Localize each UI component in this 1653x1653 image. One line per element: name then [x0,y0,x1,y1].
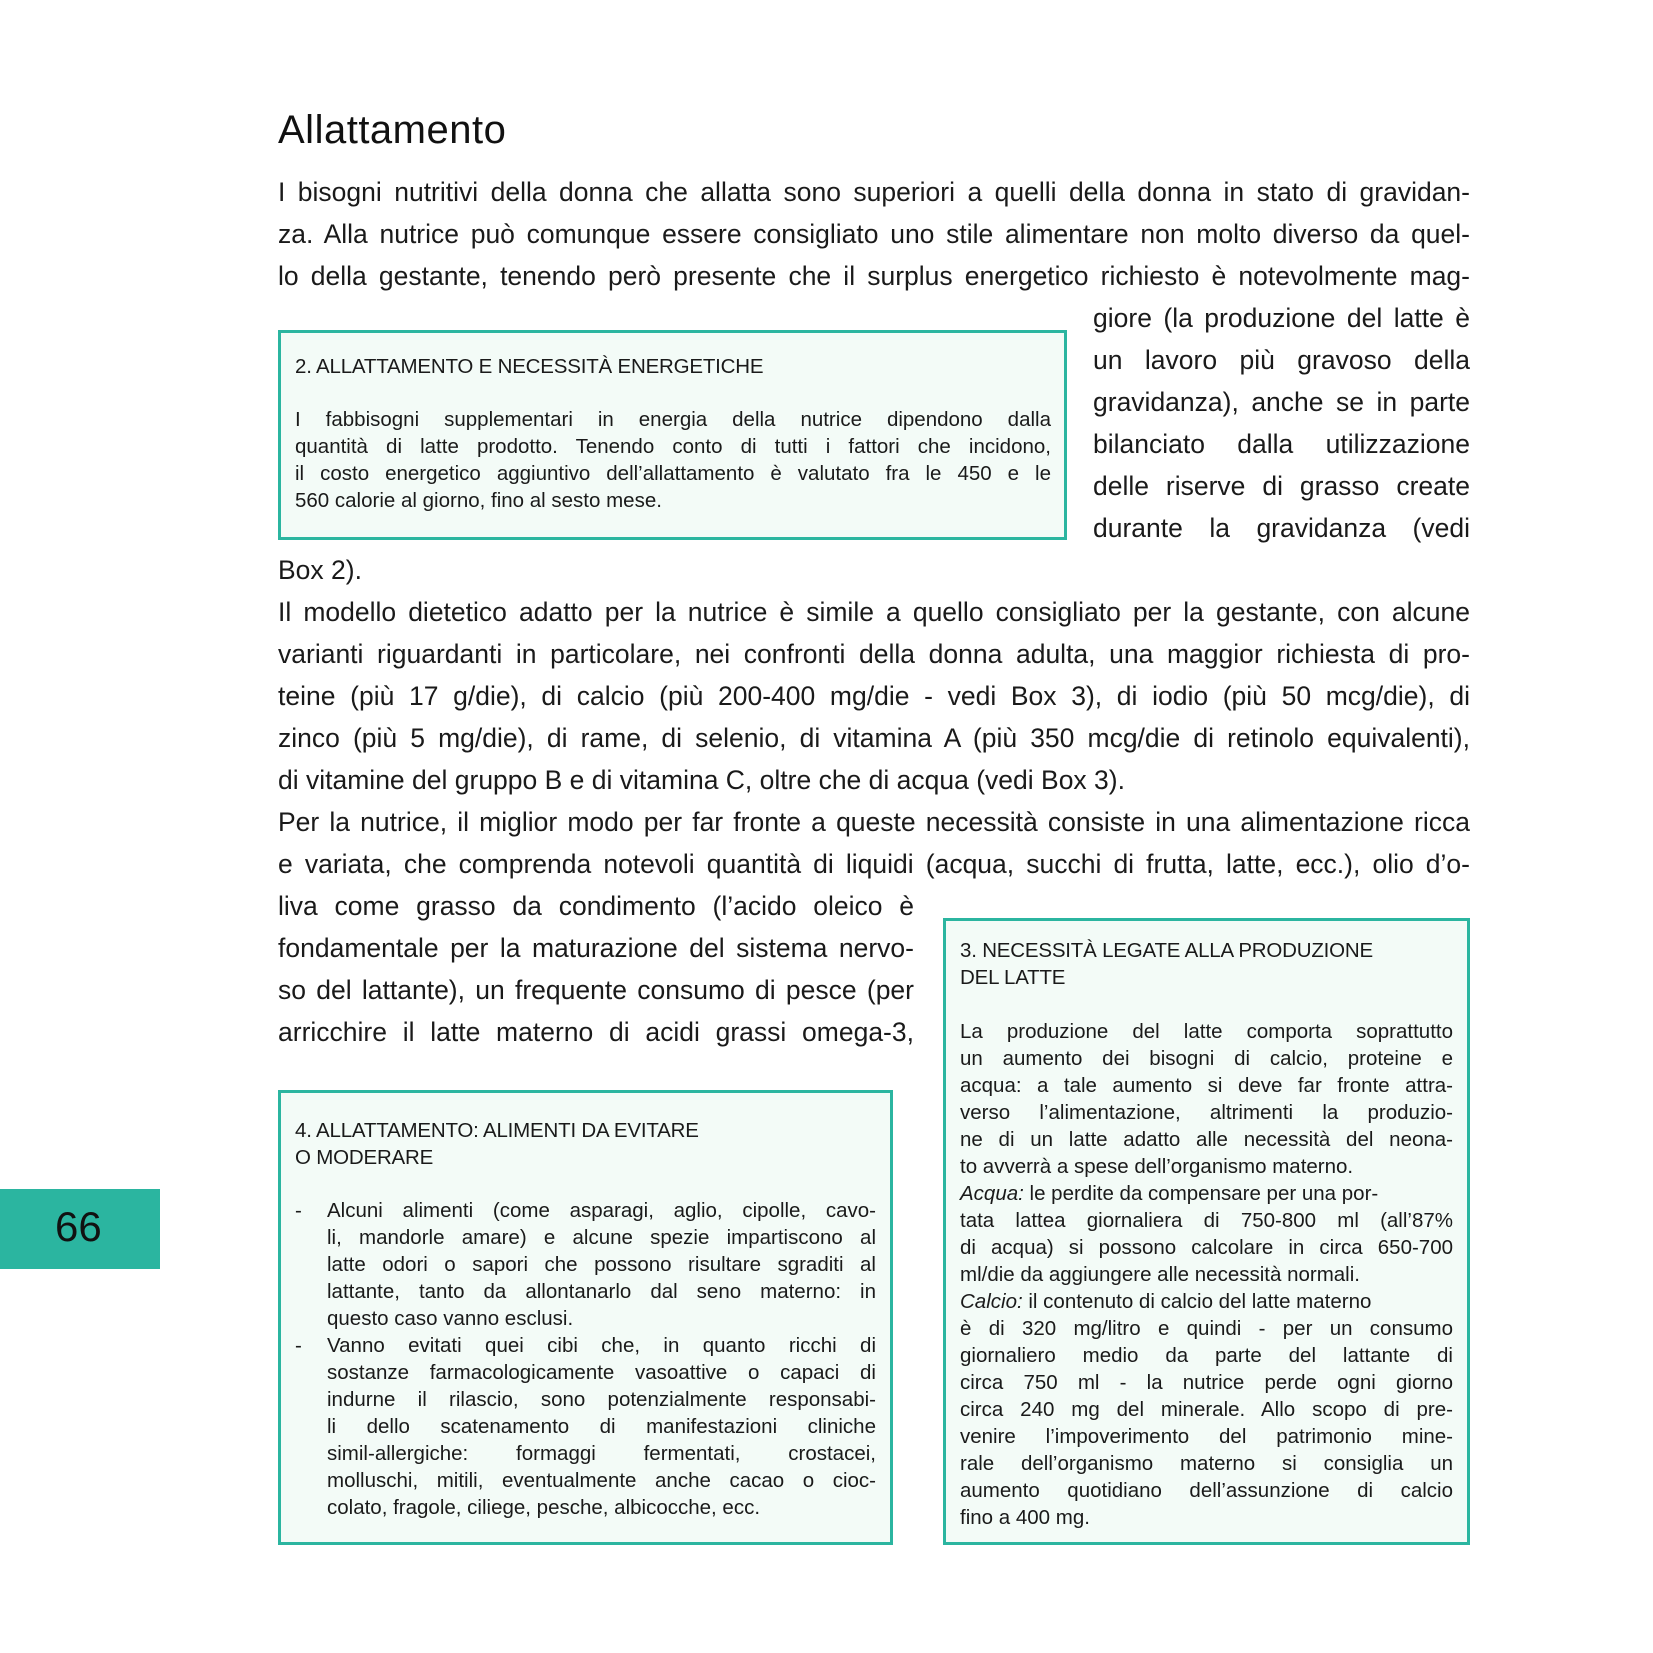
box-text-line: acqua: a tale aumento si deve far fronte attra- [960,1074,1453,1097]
box-title: O MODERARE [295,1146,434,1169]
list-item-line: questo caso vanno esclusi. [327,1307,574,1330]
list-bullet: - [295,1199,302,1222]
box-text-line: circa 240 mg del minerale. Allo scopo di pre- [960,1398,1453,1421]
box-text-line: giornaliero medio da parte del lattante di [960,1344,1453,1367]
body-line: liva come grasso da condimento (l’acido oleico è [278,891,914,921]
body-line: teine (più 17 g/die), di calcio (più 200-400 mg/die - vedi Box 3), di iodio (più 50 mcg/die), di [278,681,1470,711]
body-line: zinco (più 5 mg/die), di rame, di selenio, di vitamina A (più 350 mcg/die di retinolo equivalenti), [278,723,1470,753]
box-text-line: è di 320 mg/litro e quindi - per un consumo [960,1317,1453,1340]
list-bullet: - [295,1334,302,1357]
box-text-line: verso l’alimentazione, altrimenti la produzio- [960,1101,1453,1124]
box-text-line: tata lattea giornaliera di 750-800 ml (all’87% [960,1209,1453,1232]
box-text-line: 560 calorie al giorno, fino al sesto mese. [295,489,662,512]
body-line: Il modello dietetico adatto per la nutrice è simile a quello consigliato per la gestante, con alcune [278,597,1470,627]
box-text-line: rale dell’organismo materno si consiglia un [960,1452,1453,1475]
box-milk-production [943,918,1470,1545]
body-line: un lavoro più gravoso della [1093,345,1470,375]
box-energy-needs [278,330,1067,540]
body-line: durante la gravidanza (vedi [1093,513,1470,543]
box-title: DEL LATTE [960,966,1066,989]
body-line: giore (la produzione del latte è [1093,303,1470,333]
box-text-line: un aumento dei bisogni di calcio, proteine e [960,1047,1453,1070]
box-text-line: circa 750 ml - la nutrice perde ogni giorno [960,1371,1453,1394]
body-line: e variata, che comprenda notevoli quantità di liquidi (acqua, succhi di frutta, latte, ecc.), olio d’o- [278,849,1470,879]
body-line: delle riserve di grasso create [1093,471,1470,501]
box-title: 2. ALLATTAMENTO E NECESSITÀ ENERGETICHE [295,355,764,378]
list-item-line: molluschi, mitili, eventualmente anche cacao o cioc- [327,1469,876,1492]
calcio-label: Calcio: [960,1290,1023,1313]
calcio-text: il contenuto di calcio del latte materno [1022,1290,1372,1313]
box-text-line: aumento quotidiano dell’assunzione di calcio [960,1479,1453,1502]
acqua-label: Acqua: [960,1182,1024,1205]
list-item-line: colato, fragole, ciliege, pesche, albicocche, ecc. [327,1496,761,1519]
body-line: varianti riguardanti in particolare, nei confronti della donna adulta, una maggior richiesta di pro- [278,639,1470,669]
list-item-line: Vanno evitati quei cibi che, in quanto ricchi di [327,1334,876,1357]
box-title: 3. NECESSITÀ LEGATE ALLA PRODUZIONE [960,939,1373,962]
body-line: lo della gestante, tenendo però presente che il surplus energetico richiesto è notevolmente mag- [278,261,1470,291]
list-item-line: Alcuni alimenti (come asparagi, aglio, cipolle, cavo- [327,1199,876,1222]
box-text-line: La produzione del latte comporta soprattutto [960,1020,1453,1043]
body-line: bilanciato dalla utilizzazione [1093,429,1470,459]
box-text-line: to avverrà a spese dell’organismo materno. [960,1155,1354,1178]
calcio-line [960,1288,1371,1315]
body-line: I bisogni nutritivi della donna che allatta sono superiori a quelli della donna in stato di gravidan- [278,177,1470,207]
box-text-line: fino a 400 mg. [960,1506,1090,1529]
acqua-line [960,1180,1378,1207]
acqua-text: le perdite da compensare per una por- [1023,1182,1379,1205]
page-number: 66 [55,1203,102,1250]
page-title: Allattamento [278,108,507,152]
list-item-line: indurne il rilascio, sono potenzialmente responsabi- [327,1388,876,1411]
list-item-line: lattante, tanto da allontanarlo dal seno materno: in [327,1280,876,1303]
box-foods-to-avoid [278,1090,893,1545]
list-item-line: latte odori o sapori che possono risultare sgraditi al [327,1253,876,1276]
box-text-line: di acqua) si possono calcolare in circa 650-700 [960,1236,1453,1259]
box-text-line: il costo energetico aggiuntivo dell’allattamento è valutato fra le 450 e le [295,462,1051,485]
box-text-line: venire l’impoverimento del patrimonio mine- [960,1425,1453,1448]
page-number-tab [0,1189,160,1269]
body-line: Box 2). [278,555,362,585]
body-line: fondamentale per la maturazione del sistema nervo- [278,933,914,963]
body-line: za. Alla nutrice può comunque essere consigliato uno stile alimentare non molto diverso da quel- [278,219,1470,249]
list-item-line: simil-allergiche: formaggi fermentati, crostacei, [327,1442,876,1465]
box-text-line: quantità di latte prodotto. Tenendo conto di tutti i fattori che incidono, [295,435,1051,458]
body-line: arricchire il latte materno di acidi grassi omega-3, [278,1017,914,1047]
box-title: 4. ALLATTAMENTO: ALIMENTI DA EVITARE [295,1119,699,1142]
box-text-line: ne di un latte adatto alle necessità del neona- [960,1128,1453,1151]
list-item-line: li dello scatenamento di manifestazioni cliniche [327,1415,876,1438]
body-line: di vitamine del gruppo B e di vitamina C, oltre che di acqua (vedi Box 3). [278,765,1125,795]
body-line: so del lattante), un frequente consumo di pesce (per [278,975,914,1005]
list-item-line: sostanze farmacologicamente vasoattive o capaci di [327,1361,876,1384]
box-text-line: I fabbisogni supplementari in energia della nutrice dipendono dalla [295,408,1051,431]
body-line: Per la nutrice, il miglior modo per far fronte a queste necessità consiste in una alimentazione ricca [278,807,1470,837]
body-line: gravidanza), anche se in parte [1093,387,1470,417]
list-item-line: li, mandorle amare) e alcune spezie impartiscono al [327,1226,876,1249]
box-text-line: ml/die da aggiungere alle necessità normali. [960,1263,1360,1286]
